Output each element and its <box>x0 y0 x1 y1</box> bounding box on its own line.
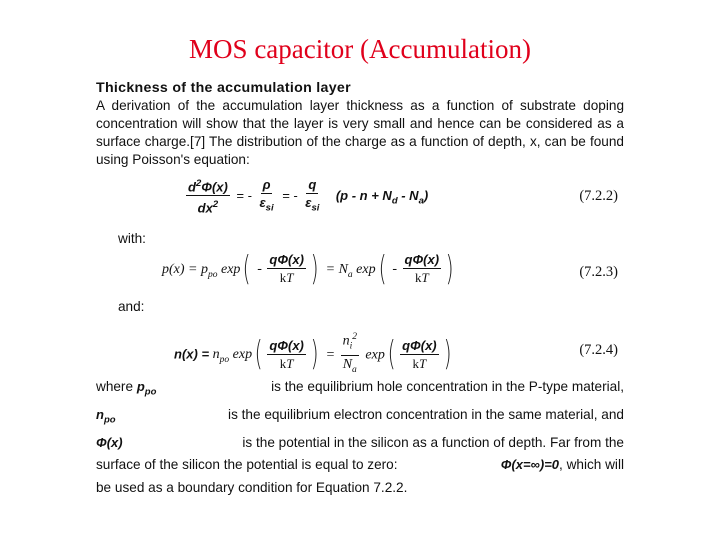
slide-title: MOS capacitor (Accumulation) <box>189 34 531 64</box>
poisson-equation: $\frac{d^2\Phi(x)}{dx^2}$ = - $\frac{\rho}{\varepsilon_{si}}$ = - $\frac{q}{\varepsilon_{si}}$ $(p - n + N_d - N_a)$ <box>188 176 429 216</box>
section-heading: Thickness of the accumulation layer <box>96 80 351 96</box>
explanation-paragraph <box>96 376 624 499</box>
equation-7-2-4 <box>96 324 624 374</box>
with-label: with: <box>118 231 146 246</box>
and-label: and: <box>118 299 145 314</box>
equation-number: (7.2.3) <box>579 264 618 280</box>
electron-concentration-equation: $n(x) = n_{po}$ exp( $\frac{q\Phi(x)}{kT}$ ) = $\frac{n_i^2}{N_a}$ exp( $\frac{q\Phi(x)}{kT}$ ) <box>174 332 452 376</box>
boundary-condition: Φ(x=∞)=0 <box>500 457 560 473</box>
equation-number: (7.2.2) <box>579 188 618 204</box>
intro-paragraph: A derivation of the accumulation layer thickness as a function of substrate doping concentration will show that the layer is very small and hence can be considered as a surface charge.[7] The distribution of the charge as a function of depth, x, can be found using Poisson's equation: <box>96 98 624 167</box>
explanation-line-1: where $p_{po}$ is the equilibrium hole concentration in the P-type material, <box>96 379 624 398</box>
equation-7-2-3 <box>96 248 624 296</box>
explanation-line-2: $n_{po}$ is the equilibrium electron concentration in the same material, and <box>96 407 624 426</box>
explanation-line-3: Φ(x) is the potential in the silicon as a function of depth. Far from the <box>96 435 624 450</box>
explanation-line-4: surface of the silicon the potential is equal to zero: Φ(x=∞)=0, which will <box>96 457 624 473</box>
equation-number: (7.2.4) <box>579 342 618 358</box>
slide-content <box>96 80 624 495</box>
explanation-line-5: be used as a boundary condition for Equation 7.2.2. <box>96 479 408 495</box>
equation-7-2-2 <box>96 176 624 220</box>
hole-concentration-equation: $p(x) = p_{po}$ exp( - $\frac{q\Phi(x)}{kT}$ ) = $N_a$ exp( - $\frac{q\Phi(x)}{kT}$ ) <box>162 248 454 289</box>
